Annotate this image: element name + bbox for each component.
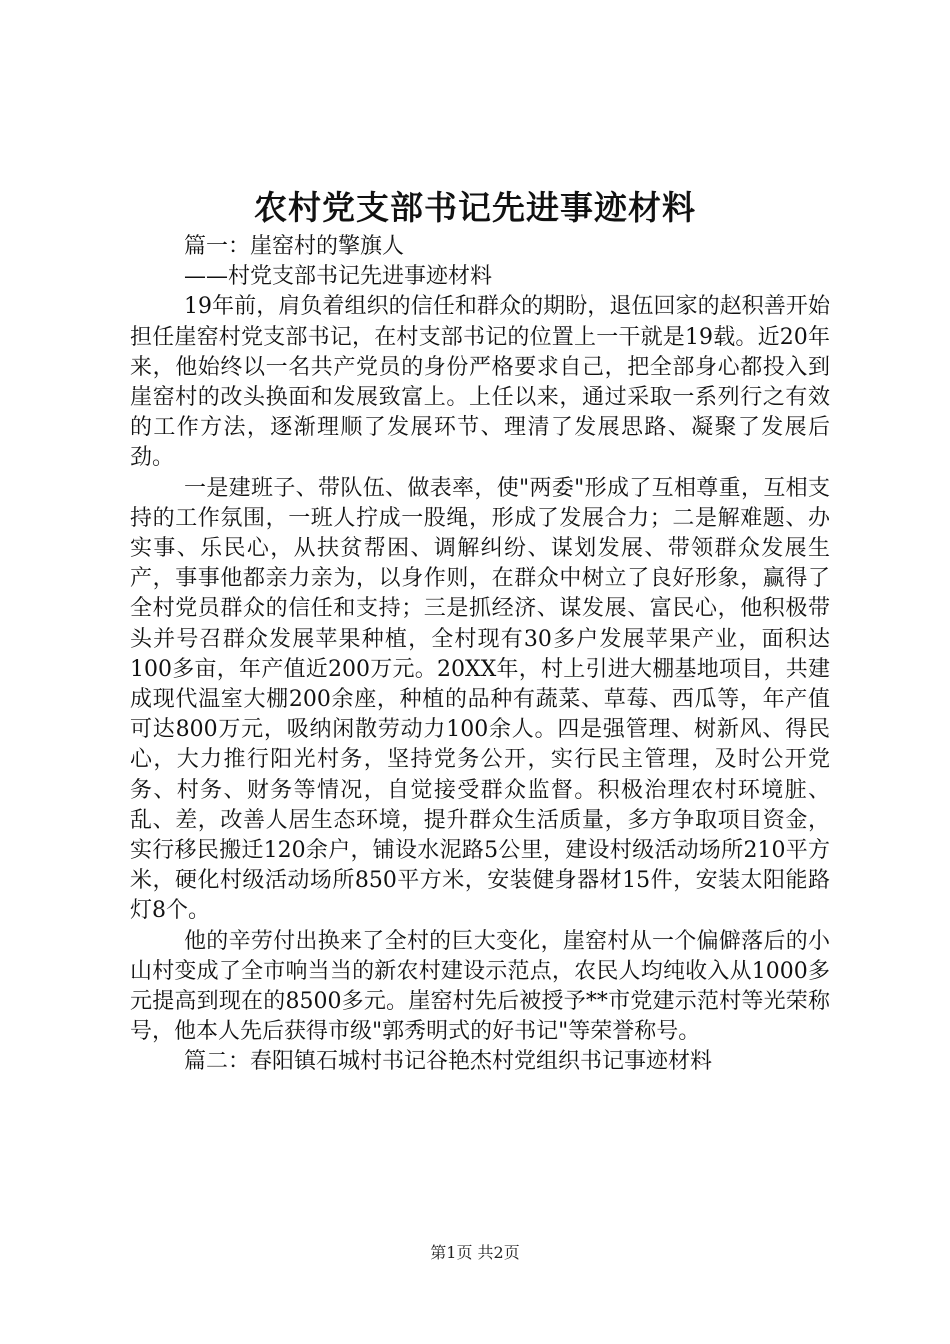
page-number-footer: 第1页 共2页 xyxy=(430,1243,520,1262)
section-heading-2: 篇二：春阳镇石城村书记谷艳杰村党组织书记事迹材料 xyxy=(184,1049,713,1075)
body-paragraph: 一是建班子、带队伍、做表率，使"两委"形成了互相尊重，互相支持的工作氛围，一班人拧成一股绳，形成了发展合力；二是解难题、办实事、乐民心，从扶贫帮困、调解纠纷、谋划发展、带领群众发展生产，事事他都亲力亲为，以身作则，在群众中树立了良好形象，赢得了全村党员群众的信任和支持；三是抓经济、谋发展、富民心，他积极带头并号召群众发展苹果种植，全村现有30多户发展苹果产业，面积达100多亩，年产值近200万元。20XX年，村上引进大棚基地项目，共建成现代温室大棚200余座，种植的品种有蔬菜、草莓、西瓜等，年产值可达800万元，吸纳闲散劳动力100余人。四是强管理、树新风、得民心，大力推行阳光村务，坚持党务公开，实行民主管理，及时公开党务、村务、财务等情况，自觉接受群众监督。积极治理农村环境脏、乱、差，改善人居生态环境，提升群众生活质量，多方争取项目资金，实行移民搬迁120余户，铺设水泥路5公里，建设村级活动场所210平方米，硬化村级活动场所850平方米，安装健身器材15件，安装太阳能路灯8个。 xyxy=(130,475,830,924)
body-paragraph: 19年前，肩负着组织的信任和群众的期盼，退伍回家的赵积善开始担任崖窑村党支部书记，在村支部书记的位置上一干就是19载。近20年来，他始终以一名共产党员的身份严格要求自己，把全部身心都投入到崖窑村的改头换面和发展致富上。上任以来，通过采取一系列行之有效的工作方法，逐渐理顺了发展环节、理清了发展思路、凝聚了发展后劲。 xyxy=(130,294,830,471)
body-paragraph: 他的辛劳付出换来了全村的巨大变化，崖窑村从一个偏僻落后的小山村变成了全市响当当的新农村建设示范点，农民人均纯收入从1000多元提高到现在的8500多元。崖窑村先后被授予**市党建示范村等光荣称号，他本人先后获得市级"郭秀明式的好书记"等荣誉称号。 xyxy=(130,928,830,1045)
section-subtitle-1: ——村党支部书记先进事迹材料 xyxy=(184,264,493,290)
document-body xyxy=(130,232,830,1078)
section-heading-1: 篇一：崖窑村的擎旗人 xyxy=(184,234,405,259)
document-title: 农村党支部书记先进事迹材料 xyxy=(254,188,696,227)
